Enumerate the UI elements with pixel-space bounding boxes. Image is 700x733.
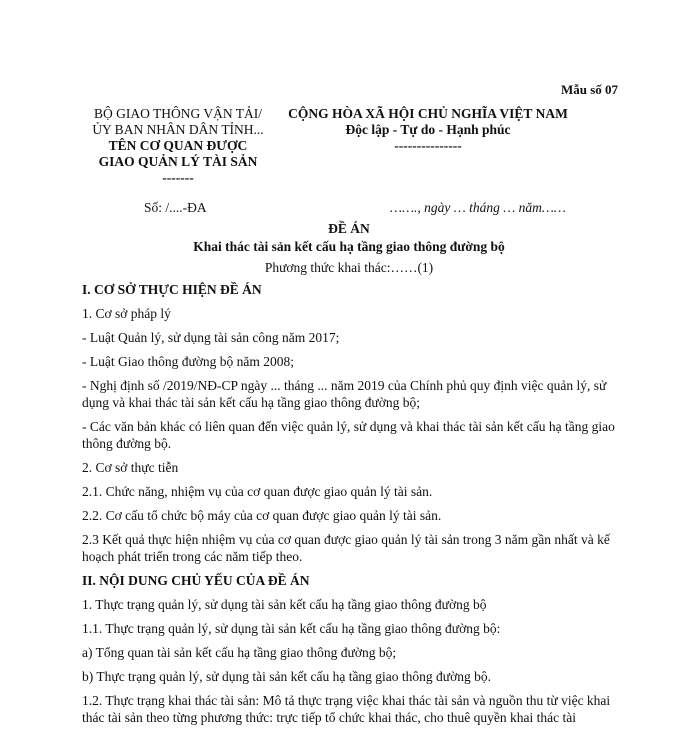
agency-line-2: ỦY BAN NHÂN DÂN TỈNH... bbox=[92, 122, 264, 137]
paragraph: 1.2. Thực trạng khai thác tài sản: Mô tả thực trạng việc khai thác tài sản và nguồn thu từ việc khai thác tài sản theo từng phương thức: trực tiếp tổ chức khai thác, cho thuê quyền khai thác tài bbox=[82, 693, 611, 725]
form-number: Mẫu số 07 bbox=[560, 82, 618, 97]
section-heading: I. CƠ SỞ THỰC HIỆN ĐỀ ÁN bbox=[82, 282, 262, 297]
national-title: CỘNG HÒA XÃ HỘI CHỦ NGHĨA VIỆT NAM bbox=[288, 106, 568, 121]
agency-line-1: BỘ GIAO THÔNG VẬN TẢI/ bbox=[94, 106, 262, 121]
document-title: ĐỀ ÁN bbox=[328, 221, 370, 236]
agency-divider: ------- bbox=[162, 170, 194, 185]
document-date: ……., ngày … tháng … năm…… bbox=[390, 200, 566, 215]
paragraph: - Các văn bản khác có liên quan đến việc quản lý, sử dụng và khai thác tài sản kết cấu hạ tầng giao thông đường bộ. bbox=[82, 419, 615, 451]
document-number: Số: /....-ĐA bbox=[144, 200, 207, 215]
paragraph: a) Tổng quan tài sản kết cấu hạ tầng giao thông đường bộ; bbox=[82, 645, 397, 660]
paragraph: 2. Cơ sở thực tiễn bbox=[82, 460, 179, 475]
agency-header bbox=[78, 106, 278, 186]
paragraph: 2.2. Cơ cấu tổ chức bộ máy của cơ quan được giao quản lý tài sản. bbox=[82, 508, 442, 523]
paragraph: - Luật Quản lý, sử dụng tài sản công năm 2017; bbox=[82, 330, 340, 345]
national-motto: Độc lập - Tự do - Hạnh phúc bbox=[345, 122, 511, 137]
exploitation-method: Phương thức khai thác:……(1) bbox=[264, 260, 434, 275]
paragraph: 1.1. Thực trạng quản lý, sử dụng tài sản kết cấu hạ tầng giao thông đường bộ: bbox=[82, 621, 501, 636]
section-heading: II. NỘI DUNG CHỦ YẾU CỦA ĐỀ ÁN bbox=[82, 573, 310, 588]
document-body bbox=[82, 281, 622, 733]
national-divider: --------------- bbox=[394, 138, 462, 153]
paragraph: 2.1. Chức năng, nhiệm vụ của cơ quan được giao quản lý tài sản. bbox=[82, 484, 433, 499]
paragraph: - Nghị định số /2019/NĐ-CP ngày ... tháng ... năm 2019 của Chính phủ quy định việc quản lý, sử dụng và khai thác tài sản kết cấu hạ tầng giao thông đường bộ; bbox=[82, 378, 607, 410]
document-subtitle: Khai thác tài sản kết cấu hạ tầng giao thông đường bộ bbox=[193, 239, 505, 254]
paragraph: 2.3 Kết quả thực hiện nhiệm vụ của cơ quan được giao quản lý tài sản trong 3 năm gần nhất và kế hoạch phát triển trong các năm tiếp theo. bbox=[82, 532, 610, 564]
paragraph: 1. Thực trạng quản lý, sử dụng tài sản kết cấu hạ tầng giao thông đường bộ bbox=[82, 597, 487, 612]
agency-line-4: GIAO QUẢN LÝ TÀI SẢN bbox=[98, 154, 258, 169]
agency-line-3: TÊN CƠ QUAN ĐƯỢC bbox=[108, 138, 248, 153]
paragraph: b) Thực trạng quản lý, sử dụng tài sản kết cấu hạ tầng giao thông đường bộ. bbox=[82, 669, 492, 684]
paragraph: 1. Cơ sở pháp lý bbox=[82, 306, 171, 321]
paragraph: - Luật Giao thông đường bộ năm 2008; bbox=[82, 354, 295, 369]
national-header bbox=[278, 106, 578, 154]
